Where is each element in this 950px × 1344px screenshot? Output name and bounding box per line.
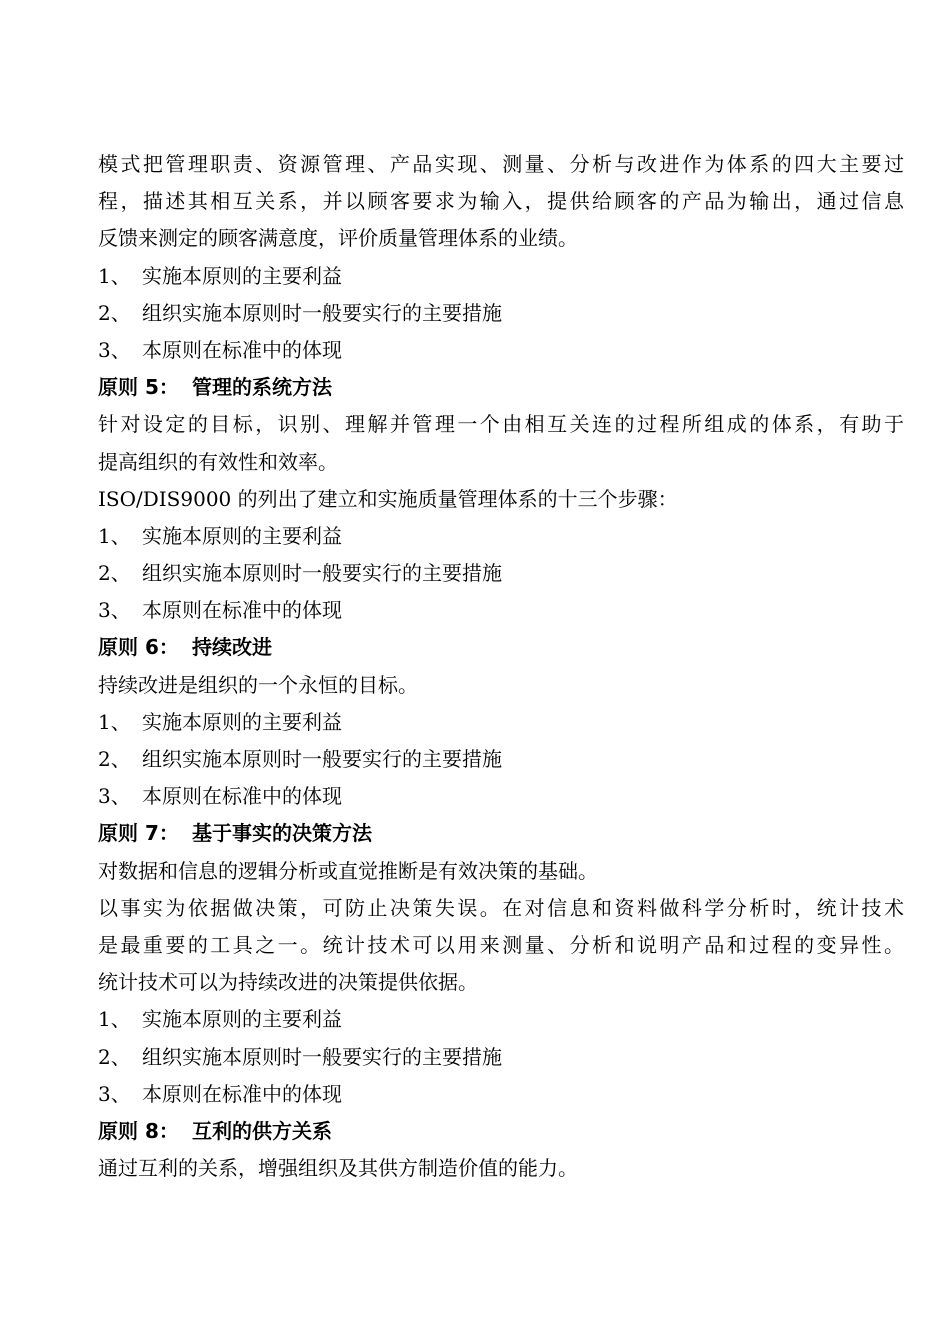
list-item-number: 2、 [98,1044,131,1069]
list-item [98,332,904,369]
paragraph-line: 针对设定的目标，识别、理解并管理一个由相互关连的过程所组成的体系，有助于 [98,412,904,437]
paragraph-line: 通过互利的关系，增强组织及其供方制造价值的能力。 [98,1156,578,1181]
list-item [98,1039,904,1076]
list-item-number: 3、 [98,337,131,362]
list-item-number: 3、 [98,784,131,809]
list-item [98,778,904,815]
list-item [98,295,904,332]
list-item [98,258,904,295]
section-heading [98,1113,904,1150]
list-item-text: 实施本原则的主要利益 [142,523,342,548]
heading-title: 互利的供方关系 [192,1118,332,1143]
paragraph-line: 程，描述其相互关系，并以顾客要求为输入，提供给顾客的产品为输出，通过信息 [98,189,904,214]
paragraph-line: 是最重要的工具之一。统计技术可以用来测量、分析和说明产品和过程的变异性。 [98,932,904,957]
heading-title: 基于事实的决策方法 [192,821,372,846]
section-heading [98,815,904,852]
list-item-text: 本原则在标准中的体现 [142,598,342,623]
paragraph-line: 反馈来测定的顾客满意度，评价质量管理体系的业绩。 [98,226,578,251]
list-item-number: 1、 [98,709,131,734]
heading-number: 原则 5： [98,375,179,400]
paragraph-line: 模式把管理职责、资源管理、产品实现、测量、分析与改进作为体系的四大主要过 [98,152,904,176]
heading-title: 持续改进 [192,635,272,660]
document-page [98,146,904,1187]
list-item-number: 3、 [98,1081,131,1106]
list-item [98,704,904,741]
paragraph-line: 以事实为依据做决策，可防止决策失误。在对信息和资料做科学分析时，统计技术 [98,895,904,920]
list-item [98,592,904,629]
list-item-number: 1、 [98,263,131,288]
list-item-text: 组织实施本原则时一般要实行的主要措施 [142,747,502,771]
list-item [98,518,904,555]
list-item [98,555,904,592]
list-item [98,741,904,778]
list-item-text: 实施本原则的主要利益 [142,709,342,734]
list-item-text: 组织实施本原则时一般要实行的主要措施 [142,1044,502,1069]
section-heading [98,369,904,406]
list-item-number: 1、 [98,523,131,548]
list-item-text: 本原则在标准中的体现 [142,784,342,809]
paragraph-line: 持续改进是组织的一个永恒的目标。 [98,672,418,697]
heading-number: 原则 8： [98,1118,179,1143]
paragraph-line: 对数据和信息的逻辑分析或直觉推断是有效决策的基础。 [98,858,598,883]
list-item-text: 组织实施本原则时一般要实行的主要措施 [142,561,502,586]
section-heading [98,629,904,666]
paragraph-line: ISO/DIS9000 的列出了建立和实施质量管理体系的十三个步骤： [98,486,678,511]
list-item [98,1076,904,1113]
paragraph-line: 提高组织的有效性和效率。 [98,449,338,474]
list-item-text: 本原则在标准中的体现 [142,1081,342,1106]
list-item-number: 2、 [98,300,131,325]
list-item-number: 1、 [98,1007,131,1032]
heading-title: 管理的系统方法 [192,375,332,400]
list-item-text: 组织实施本原则时一般要实行的主要措施 [142,300,502,325]
list-item-text: 实施本原则的主要利益 [142,263,342,288]
paragraph-line: 统计技术可以为持续改进的决策提供依据。 [98,970,478,995]
list-item-text: 本原则在标准中的体现 [142,337,342,362]
list-item-text: 实施本原则的主要利益 [142,1007,342,1032]
heading-number: 原则 7： [98,821,179,846]
list-item-number: 2、 [98,747,131,771]
list-item-number: 3、 [98,598,131,623]
list-item-number: 2、 [98,561,131,586]
list-item [98,1001,904,1038]
heading-number: 原则 6： [98,635,179,660]
